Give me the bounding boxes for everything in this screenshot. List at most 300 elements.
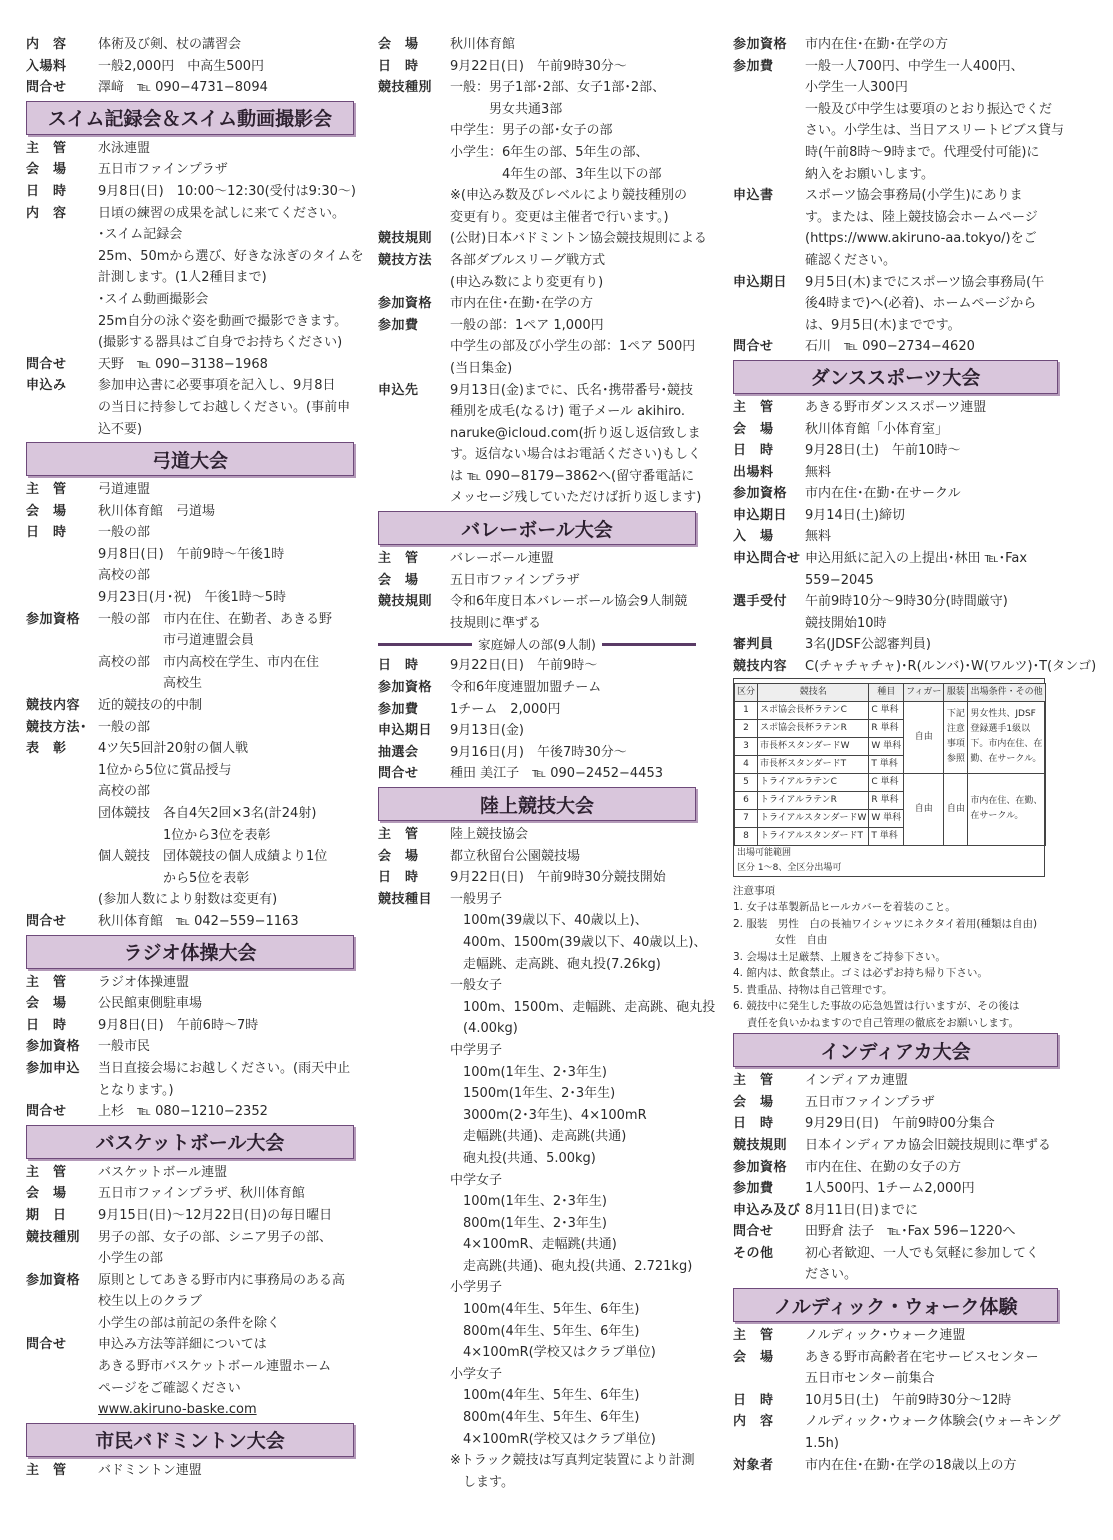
info-key: 入 場 xyxy=(733,529,774,545)
info-value: 4年生の部、3年生以下の部 xyxy=(450,166,662,182)
info-value: 9月28日(土) 午前10時〜 xyxy=(805,443,961,459)
info-key xyxy=(733,315,805,337)
info-value: 校生以上のクラブ xyxy=(98,1294,203,1310)
info-value: ※(申込み数及びレベルにより競技種別の xyxy=(450,188,687,204)
info-value: 技規則に準ずる xyxy=(450,615,542,631)
info-row xyxy=(26,1183,354,1205)
info-value: 種田 美江子 ℡ 090−2452−4453 xyxy=(450,766,663,782)
info-value: 後4時まで)へ(必着)、ホームページから xyxy=(805,296,1037,312)
dance-sport-details xyxy=(733,397,1097,678)
info-row xyxy=(378,548,696,570)
table-header-cell: 出場条件・その他 xyxy=(968,683,1046,701)
info-key xyxy=(733,99,805,121)
swim-event-heading: スイム記録会＆スイム動画撮影会 xyxy=(26,101,354,135)
info-row xyxy=(26,760,354,782)
info-row xyxy=(378,1213,696,1235)
table-cell: トライアルラテンR xyxy=(758,791,869,809)
info-key xyxy=(378,1429,450,1451)
info-key xyxy=(26,544,98,566)
divider-right xyxy=(602,643,696,646)
info-value: 100m、1500m、走幅跳、走高跳、砲丸投 xyxy=(450,999,716,1015)
info-value: 計測します。(1人2種目まで) xyxy=(98,270,267,286)
info-key xyxy=(26,267,98,289)
info-row xyxy=(733,1411,1061,1433)
info-key: 競技種別 xyxy=(378,80,433,96)
info-value: (公財)日本バドミントン協会競技規則による xyxy=(450,231,707,247)
info-key: 申込期日 xyxy=(733,507,788,523)
info-value: 無料 xyxy=(805,464,832,480)
table-merged-cell: 下記注意事項参照 xyxy=(944,701,968,773)
info-key: 申込み xyxy=(26,378,67,394)
info-key: 競技方法 xyxy=(378,252,433,268)
table-cell: W 単科 xyxy=(869,809,904,827)
info-value: 団体競技 各自4矢2回×3名(計24射) xyxy=(98,806,317,821)
info-key: 日 時 xyxy=(378,658,419,674)
info-key: 主 管 xyxy=(26,140,67,156)
kyudo-event-heading: 弓道大会 xyxy=(26,442,354,476)
column-left xyxy=(26,34,364,1481)
info-key: 問合せ xyxy=(733,339,774,355)
info-key xyxy=(733,1433,805,1455)
info-row xyxy=(26,1036,354,1058)
info-row xyxy=(378,889,696,911)
info-row xyxy=(378,34,696,56)
info-key xyxy=(378,1126,450,1148)
info-value: 4ツ矢5回計20射の個人戦 xyxy=(98,741,249,757)
info-row xyxy=(378,1018,696,1040)
info-value: スポーツ協会事務局(小学生)にありま xyxy=(805,188,1023,204)
info-key xyxy=(733,207,805,229)
basketball-url-row xyxy=(26,1399,354,1421)
volleyball-heading: バレーボール大会 xyxy=(378,511,696,545)
info-value: 市弓道連盟会員 xyxy=(98,633,255,649)
info-key xyxy=(378,954,450,976)
info-row xyxy=(733,1070,1058,1092)
info-key: 問合せ xyxy=(378,766,419,782)
info-value: 100m(4年生、5年生、6年生) xyxy=(450,1388,640,1404)
info-row xyxy=(26,1291,354,1313)
info-value: 市内在住･在勤･在学の方 xyxy=(805,37,949,52)
info-key: 対象者 xyxy=(733,1457,774,1473)
basketball-url-link[interactable]: www.akiruno-baske.com xyxy=(98,1402,257,1418)
info-value: 日頃の練習の成果を試しに来てください。 xyxy=(98,205,346,221)
info-value: から5位を表彰 xyxy=(98,870,250,886)
info-row xyxy=(26,1378,354,1400)
info-row xyxy=(26,1227,354,1249)
info-key xyxy=(378,1407,450,1429)
info-value: 五日市ファインプラザ xyxy=(805,1094,935,1110)
info-value: メッセージ残していただけば折り返します) xyxy=(450,490,702,506)
info-row xyxy=(378,677,696,699)
info-value: 9月8日(日) 10:00〜12:30(受付は9:30〜) xyxy=(98,183,356,199)
info-key xyxy=(733,142,805,164)
info-key: 主 管 xyxy=(733,1328,774,1344)
info-key: 申込期日 xyxy=(733,274,788,290)
info-row xyxy=(733,397,1058,419)
info-row xyxy=(26,972,354,994)
info-key: 主 管 xyxy=(26,1164,67,1180)
info-value: 当日直接会場にお越しください。(雨天中止 xyxy=(98,1060,351,1076)
info-key xyxy=(26,397,98,419)
info-row xyxy=(378,1342,696,1364)
info-value: 1位から5位に賞品授与 xyxy=(98,762,232,778)
info-key: 日 時 xyxy=(733,1392,774,1408)
budo-info xyxy=(26,34,354,99)
info-value: 9月16日(月) 午後7時30分〜 xyxy=(450,744,627,760)
info-key: 参加費 xyxy=(733,1181,774,1197)
info-row xyxy=(378,570,696,592)
info-row xyxy=(26,587,354,609)
note-item: 責任を負いかねますので自己管理の徹底をお願いします。 xyxy=(733,1016,1019,1029)
divider-left xyxy=(378,643,472,646)
info-value: 走高跳(共通)、砲丸投(共通、2.721kg) xyxy=(450,1258,693,1274)
info-value: 3000m(2･3年生)、4×100mR xyxy=(450,1107,647,1123)
info-key xyxy=(378,1148,450,1170)
info-value: 変更有り。変更は主催者で行います。) xyxy=(450,209,669,225)
info-row xyxy=(378,1364,696,1386)
info-value: 男子の部、女子の部、シニア男子の部、 xyxy=(98,1229,333,1245)
info-key xyxy=(378,1299,450,1321)
info-value: 市内在住･在勤･在学の18歳以上の方 xyxy=(805,1457,1017,1473)
info-value: 令和6年度日本バレーボール協会9人制競 xyxy=(450,594,688,610)
basketball-heading: バスケットボール大会 xyxy=(26,1125,354,1159)
info-value: 時(午前8時〜9時まで。代理受付可能)に xyxy=(805,144,1040,160)
info-row xyxy=(733,1157,1058,1179)
info-key xyxy=(733,293,805,315)
info-row xyxy=(733,120,1064,142)
info-value: 9月22日(日) 午前9時30分競技開始 xyxy=(450,870,666,886)
info-key xyxy=(378,932,450,954)
info-key: 問合せ xyxy=(26,80,67,96)
info-key: 参加資格 xyxy=(26,611,81,627)
info-key xyxy=(733,570,805,592)
info-row xyxy=(26,34,354,56)
info-key: 入場料 xyxy=(26,58,67,74)
info-key xyxy=(378,1256,450,1278)
info-key xyxy=(378,401,450,423)
info-value: 中学生：男子の部･女子の部 xyxy=(450,123,613,139)
info-key: 抽選会 xyxy=(378,744,419,760)
info-row xyxy=(378,1234,696,1256)
info-key xyxy=(378,1062,450,1084)
info-value: 一般一人700円、中学生一人400円、 xyxy=(805,58,1024,74)
nordic-walk-heading: ノルディック・ウォーク体験 xyxy=(733,1288,1058,1322)
info-value: 日本インディアカ協会旧競技規則に準ずる xyxy=(805,1137,1051,1153)
info-key: 競技規則 xyxy=(378,594,433,610)
info-row xyxy=(378,1299,696,1321)
info-key xyxy=(26,419,98,441)
info-key xyxy=(26,587,98,609)
info-row xyxy=(733,228,1058,250)
table-cell: 4 xyxy=(735,755,758,773)
dance-table-footnote: 区分 1〜8、全区分出場可 xyxy=(737,862,842,873)
info-value: 田野倉 法子 ℡･Fax 596−1220へ xyxy=(805,1224,1016,1240)
info-value: 一般：男子1部･2部、女子1部･2部、 xyxy=(450,80,666,96)
info-row xyxy=(378,591,696,613)
info-value: 1チーム 2,000円 xyxy=(450,701,561,717)
info-row xyxy=(378,444,702,466)
info-row xyxy=(733,656,1097,678)
info-value: (当日集金) xyxy=(450,360,513,376)
info-key xyxy=(26,1080,98,1102)
dance-table-footnote-title: 出場可能範囲 xyxy=(737,847,792,858)
info-value: 9月23日(月･祝) 午後1時〜5時 xyxy=(98,590,286,606)
info-key: 日 時 xyxy=(378,870,419,886)
info-key xyxy=(26,846,98,868)
dance-events-table xyxy=(733,678,1045,877)
info-key xyxy=(26,889,98,911)
info-key xyxy=(378,185,450,207)
info-key: 主 管 xyxy=(26,974,67,990)
info-row xyxy=(378,1429,696,1451)
info-value: 種別を成毛(なるけ) 電子メール akihiro. xyxy=(450,404,686,420)
info-key: 参加資格 xyxy=(26,1272,81,1288)
table-cell: 7 xyxy=(735,809,758,827)
info-value: 800m(1年生、2･3年生) xyxy=(450,1215,607,1231)
info-value: (撮影する器具はご自身でお持ちください) xyxy=(98,335,343,351)
info-value: は、9月5日(木)までです。 xyxy=(805,317,961,333)
table-cell: トライアルラテンC xyxy=(758,773,869,791)
info-key: 日 時 xyxy=(26,1017,67,1033)
note-item: 3. 会場は土足厳禁、上履きをご持参下さい。 xyxy=(733,950,946,963)
info-key xyxy=(378,1105,450,1127)
info-key xyxy=(26,781,98,803)
info-value: 9月29日(日) 午前9時00分集合 xyxy=(805,1116,995,1132)
info-key xyxy=(378,1191,450,1213)
info-row xyxy=(26,267,354,289)
info-key xyxy=(378,1450,450,1472)
info-value: 25m、50mから選び、好きな泳ぎのタイムを xyxy=(98,248,364,264)
info-row xyxy=(733,1347,1058,1369)
basketball-details xyxy=(26,1162,354,1400)
info-row xyxy=(733,99,1058,121)
info-value: 小学生：6年生の部、5年生の部、 xyxy=(450,144,649,160)
info-row xyxy=(378,1472,696,1494)
table-cell: C 単科 xyxy=(869,773,904,791)
info-key xyxy=(378,207,450,229)
info-row xyxy=(378,699,696,721)
info-key: 会 場 xyxy=(26,996,67,1012)
info-value: 近的競技の的中制 xyxy=(98,698,203,714)
info-value: 9月22日(日) 午前9時〜 xyxy=(450,658,598,674)
info-key: 表 彰 xyxy=(26,741,67,757)
info-key xyxy=(378,1364,450,1386)
info-value: 一般の部：1ペア 1,000円 xyxy=(450,317,604,333)
info-value: 公民館東側駐車場 xyxy=(98,996,203,1012)
info-row xyxy=(733,440,1058,462)
info-key xyxy=(378,1213,450,1235)
info-key xyxy=(378,1170,450,1192)
info-row xyxy=(733,1092,1058,1114)
info-value: 無料 xyxy=(805,529,832,545)
info-row xyxy=(26,479,354,501)
info-row xyxy=(378,466,696,488)
info-row xyxy=(26,354,354,376)
info-key xyxy=(378,444,450,466)
info-value: 砲丸投(共通、5.00kg) xyxy=(450,1150,596,1166)
info-value: 一般男子 xyxy=(450,891,503,907)
info-row xyxy=(378,1321,696,1343)
info-row xyxy=(378,56,696,78)
note-item: 4. 館内は、飲食禁止。ゴミは必ずお持ち帰り下さい。 xyxy=(733,967,988,980)
info-row xyxy=(26,1080,354,1102)
info-value: 上杉 ℡ 080−1210−2352 xyxy=(98,1104,268,1120)
info-row xyxy=(733,272,1058,294)
info-value: 石川 ℡ 090−2734−4620 xyxy=(805,339,975,355)
info-key xyxy=(26,652,98,674)
info-value: は ℡ 090−8179−3862へ(留守番電話に xyxy=(450,468,695,484)
table-merged-cell: 自由 xyxy=(904,701,944,773)
info-value: 市内在住･在勤･在学の方 xyxy=(450,296,594,312)
table-merged-cell: 自由 xyxy=(904,773,944,845)
info-value: (4.00kg) xyxy=(450,1021,518,1037)
track-field-details xyxy=(378,824,716,1493)
info-key xyxy=(26,1356,98,1378)
info-row xyxy=(26,544,354,566)
column-middle xyxy=(378,34,716,1493)
table-cell: R 単科 xyxy=(869,719,904,737)
info-row xyxy=(733,207,1058,229)
info-key xyxy=(26,311,98,333)
info-key xyxy=(378,1321,450,1343)
indiaca-details xyxy=(733,1070,1058,1286)
table-header-cell: 競技名 xyxy=(758,683,869,701)
note-item: 6. 競技中に発生した事故の応急処置は行いますが、その後は xyxy=(733,1000,1020,1013)
note-item: 女性 自由 xyxy=(733,934,828,947)
info-key xyxy=(378,120,450,142)
info-value: 9月15日(日)〜12月22日(日)の毎日曜日 xyxy=(98,1207,333,1223)
info-key: 日 時 xyxy=(733,1116,774,1132)
info-value: 9月14日(土)締切 xyxy=(805,507,905,523)
table-header-cell: 種目 xyxy=(869,683,904,701)
info-key xyxy=(26,1378,98,1400)
info-key: 会 場 xyxy=(378,572,419,588)
info-value: C(チャチャチャ)･R(ルンバ)･W(ワルツ)･T(タンゴ) xyxy=(805,659,1097,675)
info-row xyxy=(378,228,707,250)
info-row xyxy=(26,565,354,587)
info-row xyxy=(733,1368,1058,1390)
swim-event-details xyxy=(26,138,364,440)
info-row xyxy=(378,1450,696,1472)
info-value: 9月8日(日) 午前6時〜7時 xyxy=(98,1017,259,1033)
indiaca-heading: インディアカ大会 xyxy=(733,1033,1058,1067)
volleyball-subheading-text: 家庭婦人の部(9人制) xyxy=(478,637,596,653)
info-row xyxy=(378,1105,696,1127)
info-row xyxy=(26,695,354,717)
info-key: 主 管 xyxy=(378,827,419,842)
info-value: あきる野市バスケットボール連盟ホーム xyxy=(98,1359,332,1375)
info-value: 1.5h) xyxy=(805,1436,839,1452)
note-item: 1. 女子は革製新品ヒールカバーを着装のこと。 xyxy=(733,901,956,914)
info-value: 高校生 xyxy=(98,676,203,692)
info-row xyxy=(26,630,354,652)
info-value: 559−2045 xyxy=(805,572,874,588)
dance-table xyxy=(734,683,1046,846)
dance-table-body xyxy=(735,701,1046,845)
info-key: 会 場 xyxy=(733,421,774,437)
info-key xyxy=(378,142,450,164)
track-field-heading: 陸上競技大会 xyxy=(378,787,696,821)
info-key xyxy=(378,164,450,186)
info-value: 水泳連盟 xyxy=(98,140,151,156)
info-key: 申込問合せ xyxy=(733,551,801,567)
info-value: 800m(4年生、5年生、6年生) xyxy=(450,1410,640,1426)
info-value: 一般及び中学生は要項のとおり振込でくだ xyxy=(805,101,1053,117)
info-value: インディアカ連盟 xyxy=(805,1073,908,1089)
info-key: 期 日 xyxy=(26,1207,67,1223)
info-row xyxy=(26,246,364,268)
info-key xyxy=(26,1313,98,1335)
info-key: 主 管 xyxy=(733,399,774,415)
info-row xyxy=(26,501,354,523)
info-key xyxy=(378,1083,450,1105)
info-key xyxy=(378,336,450,358)
table-cell: T 単科 xyxy=(869,827,904,845)
info-row xyxy=(26,1460,354,1482)
info-row xyxy=(26,717,354,739)
info-value: 個人競技 団体競技の個人成績より1位 xyxy=(98,849,328,865)
info-row xyxy=(378,401,696,423)
info-value: 秋川体育館 xyxy=(450,37,516,52)
info-key xyxy=(378,487,450,509)
info-key xyxy=(733,613,805,635)
info-row xyxy=(733,419,1058,441)
info-value: 秋川体育館 ℡ 042−559−1163 xyxy=(98,913,299,929)
info-value: 中学男子 xyxy=(450,1042,503,1058)
info-row xyxy=(733,1221,1058,1243)
table-cell: R 単科 xyxy=(869,791,904,809)
info-value: 五日市ファインプラザ、秋川体育館 xyxy=(98,1186,305,1202)
info-row xyxy=(733,1113,1058,1135)
info-key: 問合せ xyxy=(26,913,67,929)
info-row xyxy=(378,613,696,635)
info-value: 4×100mR(学校又はクラブ単位) xyxy=(450,1431,656,1447)
info-value: 400m、1500m(39歳以下、40歳以上)、 xyxy=(450,934,707,950)
info-value: 一般の部 市内在住、在勤者、あきる野 xyxy=(98,611,333,627)
volleyball-subheading xyxy=(378,634,696,655)
info-value: 高校の部 xyxy=(98,568,151,584)
info-value: 4×100mR、走幅跳(共通) xyxy=(450,1237,617,1253)
info-row xyxy=(26,181,354,203)
info-row xyxy=(733,1178,1058,1200)
info-value: 100m(39歳以下、40歳以上)、 xyxy=(450,913,648,929)
info-row xyxy=(378,336,696,358)
info-row xyxy=(26,1058,354,1080)
table-cell: 5 xyxy=(735,773,758,791)
badminton-heading: 市民バドミントン大会 xyxy=(26,1423,354,1457)
info-row xyxy=(26,1270,354,1292)
info-value: 9月22日(日) 午前9時30分〜 xyxy=(450,58,627,74)
info-row xyxy=(378,867,696,889)
info-value: ノルディック･ウォーク連盟 xyxy=(805,1328,966,1344)
info-value: (申込み数により変更有り) xyxy=(450,274,604,290)
info-value: さい。小学生は、当日アスリートビブス貸与 xyxy=(805,123,1064,139)
table-cell: スポ協会長杯ラテンC xyxy=(758,701,869,719)
info-row xyxy=(378,1277,696,1299)
table-cell: トライアルスタンダードW xyxy=(758,809,869,827)
info-key: 参加資格 xyxy=(733,37,788,52)
info-row xyxy=(378,763,696,785)
info-row xyxy=(733,483,1058,505)
info-row xyxy=(378,1083,696,1105)
info-value: バドミントン連盟 xyxy=(98,1462,202,1478)
info-value: 小学男子 xyxy=(450,1280,503,1296)
info-key: 参加資格 xyxy=(378,296,433,312)
info-row xyxy=(26,846,354,868)
table-merged-cell: 男女性共、JDSF登録選手1級以下。市内在住、在勤、在サークル。 xyxy=(968,701,1046,773)
info-value: 小学生の部 xyxy=(98,1251,164,1267)
info-key xyxy=(378,1342,450,1364)
